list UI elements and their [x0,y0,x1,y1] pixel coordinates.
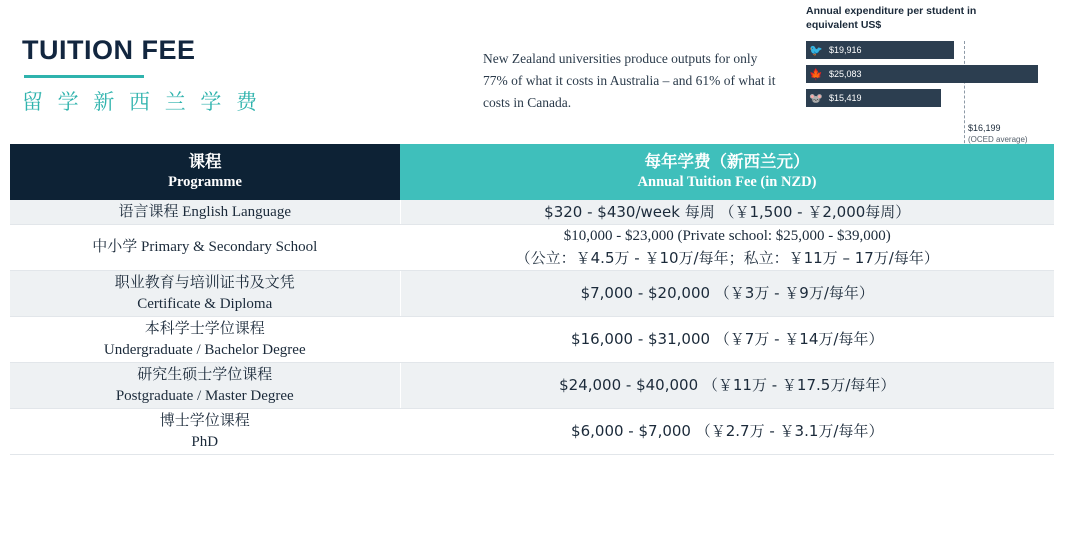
fee-line-1: $10,000 - $23,000 (Private school: $25,000 - $39,000) [563,227,891,244]
chart-reference-value: $16,199 [968,123,1001,134]
table-cell-fee [400,408,1054,454]
table-header-fee-en: Annual Tuition Fee (in NZD) [637,173,817,190]
table-header-fee-cn: 每年学费（新西兰元） [644,152,810,172]
programme-name-cn: 博士学位课程 [159,410,250,429]
table-cell-fee [400,224,1054,270]
table-row [10,270,1054,316]
chart-reference-label [968,123,1028,145]
programme-name-cn: 职业教育与培训证书及文凭 [114,272,295,291]
table-header-row [10,144,1054,200]
chart-bar-row [806,65,1056,83]
page-header [0,0,1080,145]
chart-bar-value: $19,916 [829,45,862,56]
kangaroo-icon: 🐭 [809,92,823,105]
table-cell-fee [400,200,1054,224]
programme-name-en: Primary & Secondary School [141,239,318,256]
maple-leaf-icon: 🍁 [809,68,823,81]
table-cell-programme [10,270,400,316]
chart-bar-new-zealand [806,41,954,59]
programme-name-en: Undergraduate / Bachelor Degree [103,342,306,358]
table-cell-programme [10,408,400,454]
programme-name-cn: 研究生硕士学位课程 [137,364,273,383]
programme-name-en: Certificate & Diploma [137,296,273,312]
expenditure-chart [806,0,1056,145]
chart-title: Annual expenditure per student in equivalent US$ [806,5,977,32]
programme-name-en: English Language [182,204,291,220]
table-row [10,316,1054,362]
chart-bar-row [806,89,1056,107]
table-row [10,200,1054,224]
title-block [22,36,442,116]
programme-name-cn: 语言课程 [118,202,179,220]
table-cell-programme [10,316,400,362]
programme-name-en: PhD [191,434,219,450]
chart-bar-canada [806,65,1038,83]
kiwi-bird-icon: 🐦 [809,44,823,57]
title-divider [24,75,144,78]
table-row [10,408,1054,454]
table-row [10,224,1054,270]
table-cell-fee [400,270,1054,316]
table-cell-fee [400,362,1054,408]
table-header-programme [10,144,400,200]
chart-bar-value: $25,083 [829,69,862,80]
tuition-fee-table [10,144,1054,455]
fee-line-1: $6,000 - $7,000 （￥2.7万 - ￥3.1万/每年） [571,421,884,440]
programme-name-cn: 本科学士学位课程 [144,318,265,337]
fee-line-1: $16,000 - $31,000 （￥7万 - ￥14万/每年） [571,329,884,348]
fee-line-1: $24,000 - $40,000 （￥11万 - ￥17.5万/每年） [559,375,896,394]
page-title: TUITION FEE [22,35,196,65]
chart-bar-value: $15,419 [829,93,862,104]
fee-line-2: （公立：￥4.5万 - ￥10万/每年；私立：￥11万 – 17万/每年） [515,249,939,267]
page-subtitle: 留 学 新 西 兰 学 费 [22,89,262,114]
table-cell-programme [10,200,400,224]
chart-plot-area [806,41,1056,145]
chart-bar-row [806,41,1056,59]
chart-bar-australia [806,89,941,107]
table-cell-fee [400,316,1054,362]
fee-line-1: $320 - $430/week 每周 （￥1,500 - ￥2,000每周） [544,202,911,221]
table-header-fee [400,144,1054,200]
table-cell-programme [10,362,400,408]
intro-paragraph: New Zealand universities produce outputs for only 77% of what it costs in Australia – and 61% of what it costs in Canada. [483,51,776,110]
table-header-programme-cn: 课程 [188,152,222,172]
table-cell-programme [10,224,400,270]
fee-line-1: $7,000 - $20,000 （￥3万 - ￥9万/每年） [580,283,874,302]
chart-reference-sublabel: (OCED average) [968,135,1028,145]
table-row [10,362,1054,408]
programme-name-cn: 中小学 [92,237,138,256]
programme-name-en: Postgraduate / Master Degree [115,388,294,404]
table-header-programme-en: Programme [168,173,242,190]
